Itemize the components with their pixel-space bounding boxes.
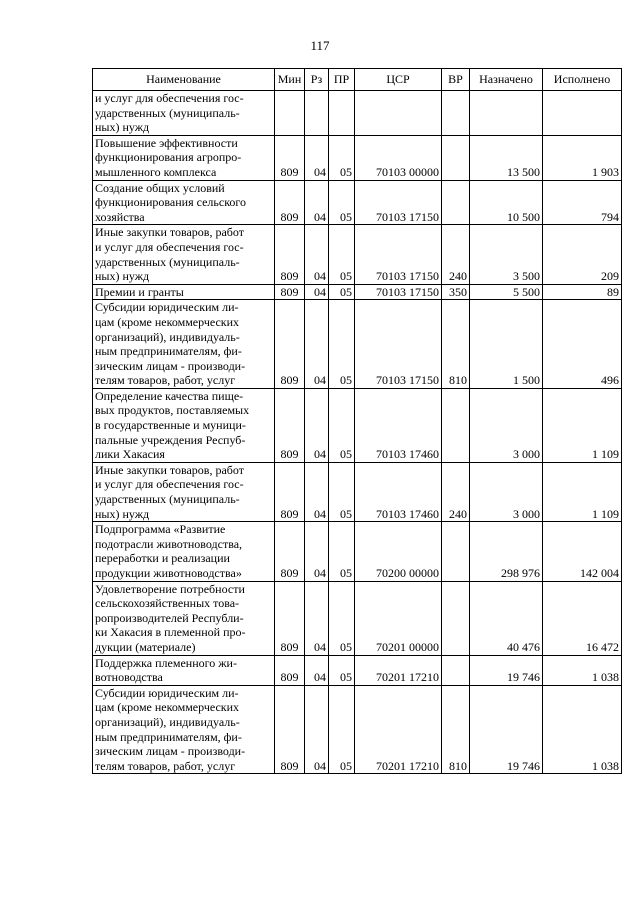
cell-rz: 04 [305,655,329,685]
cell-vr [442,522,470,581]
cell-name [93,462,275,521]
cell-assigned: 5 500 [470,284,543,300]
cell-name [93,685,275,774]
cell-name [93,135,275,180]
header-assigned: Назначено [470,69,543,91]
cell-assigned: 298 976 [470,522,543,581]
cell-csr: 70103 00000 [355,135,442,180]
cell-name-line: функционирования агропро- [95,150,242,165]
cell-executed: 1 038 [543,685,622,774]
cell-csr [355,91,442,136]
cell-csr: 70103 17150 [355,180,442,225]
cell-csr: 70103 17150 [355,284,442,300]
cell-min [275,91,305,136]
cell-name-line: организаций), индивидуаль- [95,329,240,344]
cell-executed: 1 903 [543,135,622,180]
cell-name-line: ударственных (муниципаль- [95,254,240,269]
cell-pr: 05 [329,655,355,685]
cell-vr [442,135,470,180]
cell-name-line: ропроизводителей Республи- [95,610,244,625]
cell-executed: 1 038 [543,655,622,685]
cell-name [93,655,275,685]
cell-name-line: ных) нужд [95,269,150,284]
cell-name [93,284,275,300]
cell-pr: 05 [329,522,355,581]
table-row [93,522,622,581]
cell-rz: 04 [305,388,329,462]
cell-min: 809 [275,388,305,462]
cell-pr: 05 [329,388,355,462]
header-rz: Рз [305,69,329,91]
cell-pr: 05 [329,462,355,521]
cell-name-line: Определение качества пище- [95,388,244,403]
table-row [93,300,622,389]
table-row [93,388,622,462]
cell-executed: 209 [543,225,622,284]
cell-name-line: вых продуктов, поставляемых [95,403,250,418]
cell-executed: 794 [543,180,622,225]
cell-name-line: мышленного комплекса [95,164,217,179]
cell-min: 809 [275,655,305,685]
cell-name-line: ным предпринимателям, фи- [95,344,242,359]
cell-csr: 70103 17150 [355,300,442,389]
cell-name [93,300,275,389]
cell-pr: 05 [329,135,355,180]
cell-name [93,180,275,225]
cell-vr [442,655,470,685]
cell-name-line: Иные закупки товаров, работ [95,225,244,240]
cell-name-line: переработки и реализации [95,551,230,566]
cell-vr: 810 [442,300,470,389]
cell-pr: 05 [329,225,355,284]
cell-executed: 1 109 [543,388,622,462]
cell-pr [329,91,355,136]
cell-min: 809 [275,225,305,284]
cell-rz: 04 [305,462,329,521]
cell-name-line: Премии и гранты [95,284,184,299]
table-row [93,284,622,300]
cell-name-line: Создание общих условий [95,180,225,195]
cell-rz: 04 [305,225,329,284]
cell-min: 809 [275,581,305,655]
table-body [93,91,622,774]
cell-name-line: телям товаров, работ, услуг [95,758,236,773]
table-row [93,180,622,225]
cell-assigned [470,91,543,136]
cell-name-line: вотноводства [95,670,163,685]
cell-name-line: зическим лицам - производи- [95,358,246,373]
cell-name-line: ки Хакасия в племенной про- [95,625,246,640]
cell-min: 809 [275,462,305,521]
cell-name-line: сельскохозяйственных това- [95,596,240,611]
header-pr: ПР [329,69,355,91]
cell-name-line: Субсидии юридическим ли- [95,300,239,315]
cell-min: 809 [275,300,305,389]
cell-csr: 70201 17210 [355,655,442,685]
header-vr: ВР [442,69,470,91]
cell-vr: 240 [442,225,470,284]
cell-name [93,581,275,655]
cell-rz: 04 [305,685,329,774]
cell-assigned: 1 500 [470,300,543,389]
cell-pr: 05 [329,284,355,300]
cell-name-line: дукции (материале) [95,639,196,654]
cell-vr [442,388,470,462]
cell-name-line: Иные закупки товаров, работ [95,462,244,477]
cell-assigned: 3 500 [470,225,543,284]
cell-name-line: ным предпринимателям, фи- [95,729,242,744]
table-row [93,91,622,136]
cell-name-line: ных) нужд [95,506,150,521]
cell-name-line: Субсидии юридическим ли- [95,685,239,700]
cell-name-line: ных) нужд [95,120,150,135]
cell-name-line: ударственных (муниципаль- [95,492,240,507]
table-row [93,581,622,655]
table-header-row [93,69,622,91]
cell-name-line: зическим лицам - производи- [95,744,246,759]
cell-csr: 70201 00000 [355,581,442,655]
cell-name [93,522,275,581]
cell-csr: 70200 00000 [355,522,442,581]
table-row [93,655,622,685]
table-row [93,135,622,180]
cell-name-line: ударственных (муниципаль- [95,105,240,120]
header-min: Мин [275,69,305,91]
cell-min: 809 [275,180,305,225]
cell-vr: 240 [442,462,470,521]
cell-pr: 05 [329,180,355,225]
cell-rz: 04 [305,135,329,180]
cell-executed [543,91,622,136]
cell-name-line: цам (кроме некоммерческих [95,700,240,715]
cell-name-line: продукции животноводства» [95,566,242,580]
cell-executed: 496 [543,300,622,389]
header-csr: ЦСР [355,69,442,91]
cell-min: 809 [275,685,305,774]
header-executed: Исполнено [543,69,622,91]
table-row [93,462,622,521]
cell-pr: 05 [329,581,355,655]
cell-vr: 350 [442,284,470,300]
cell-pr: 05 [329,685,355,774]
cell-name-line: и услуг для обеспечения гос- [95,91,244,105]
budget-table [92,68,622,774]
cell-assigned: 13 500 [470,135,543,180]
cell-name-line: Повышение эффективности [95,135,238,150]
header-name: Наименование [93,69,275,91]
cell-csr: 70201 17210 [355,685,442,774]
cell-name-line: телям товаров, работ, услуг [95,373,236,388]
page-number: 117 [310,38,330,53]
cell-vr [442,581,470,655]
cell-rz: 04 [305,180,329,225]
cell-min: 809 [275,135,305,180]
cell-executed: 142 004 [543,522,622,581]
cell-name-line: Удовлетворение потребности [95,581,245,596]
cell-pr: 05 [329,300,355,389]
cell-rz: 04 [305,300,329,389]
cell-name-line: хозяйства [95,209,145,224]
cell-name [93,225,275,284]
cell-rz: 04 [305,581,329,655]
cell-vr [442,180,470,225]
cell-name-line: Поддержка племенного жи- [95,655,237,670]
cell-name-line: подотрасли животноводства, [95,536,243,551]
cell-csr: 70103 17150 [355,225,442,284]
cell-rz [305,91,329,136]
cell-name-line: и услуг для обеспечения гос- [95,239,244,254]
cell-executed: 89 [543,284,622,300]
table-row [93,225,622,284]
cell-min: 809 [275,522,305,581]
cell-assigned: 3 000 [470,388,543,462]
table-row [93,685,622,774]
cell-name-line: цам (кроме некоммерческих [95,314,240,329]
cell-vr [442,91,470,136]
cell-name-line: организаций), индивидуаль- [95,714,240,729]
cell-name-line: лики Хакасия [95,447,165,462]
cell-name [93,388,275,462]
cell-assigned: 10 500 [470,180,543,225]
cell-rz: 04 [305,284,329,300]
cell-rz: 04 [305,522,329,581]
cell-csr: 70103 17460 [355,388,442,462]
cell-executed: 1 109 [543,462,622,521]
cell-executed: 16 472 [543,581,622,655]
cell-name-line: функционирования сельского [95,195,247,210]
cell-assigned: 40 476 [470,581,543,655]
cell-assigned: 3 000 [470,462,543,521]
cell-assigned: 19 746 [470,655,543,685]
cell-name-line: Подпрограмма «Развитие [95,522,226,537]
cell-assigned: 19 746 [470,685,543,774]
cell-min: 809 [275,284,305,300]
cell-name [93,91,275,136]
cell-name-line: и услуг для обеспечения гос- [95,477,244,492]
cell-vr: 810 [442,685,470,774]
cell-name-line: в государственные и муници- [95,418,246,433]
cell-name-line: пальные учреждения Респуб- [95,432,246,447]
cell-csr: 70103 17460 [355,462,442,521]
